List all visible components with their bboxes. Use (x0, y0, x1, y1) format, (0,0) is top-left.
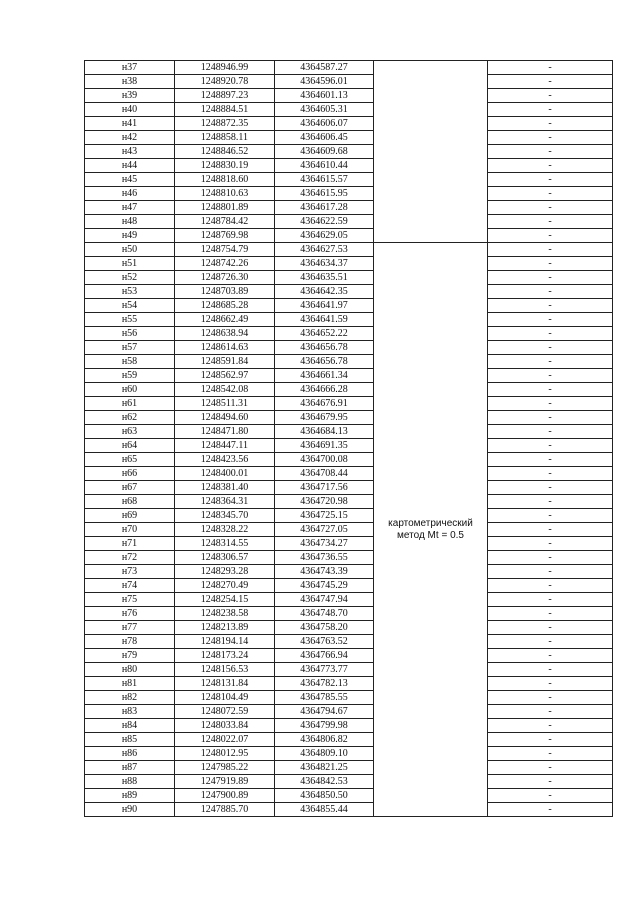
y-coordinate-cell: 4364748.70 (275, 607, 374, 621)
x-coordinate-cell: 1248381.40 (175, 481, 275, 495)
x-coordinate-cell: 1248254.15 (175, 593, 275, 607)
dash-cell: - (488, 761, 613, 775)
x-coordinate-cell: 1248364.31 (175, 495, 275, 509)
point-name-cell: н62 (85, 411, 175, 425)
dash-cell: - (488, 201, 613, 215)
table-row (85, 103, 613, 117)
y-coordinate-cell: 4364809.10 (275, 747, 374, 761)
y-coordinate-cell: 4364747.94 (275, 593, 374, 607)
table-row (85, 425, 613, 439)
y-coordinate-cell: 4364842.53 (275, 775, 374, 789)
point-name-cell: н89 (85, 789, 175, 803)
x-coordinate-cell: 1248754.79 (175, 243, 275, 257)
point-name-cell: н56 (85, 327, 175, 341)
table-row (85, 789, 613, 803)
y-coordinate-cell: 4364634.37 (275, 257, 374, 271)
table-row (85, 131, 613, 145)
point-name-cell: н64 (85, 439, 175, 453)
table-row (85, 495, 613, 509)
dash-cell: - (488, 257, 613, 271)
x-coordinate-cell: 1248022.07 (175, 733, 275, 747)
dash-cell: - (488, 663, 613, 677)
point-name-cell: н68 (85, 495, 175, 509)
y-coordinate-cell: 4364641.59 (275, 313, 374, 327)
dash-cell: - (488, 481, 613, 495)
y-coordinate-cell: 4364617.28 (275, 201, 374, 215)
y-coordinate-cell: 4364606.45 (275, 131, 374, 145)
dash-cell: - (488, 313, 613, 327)
dash-cell: - (488, 187, 613, 201)
table-row (85, 607, 613, 621)
point-name-cell: н88 (85, 775, 175, 789)
point-name-cell: н44 (85, 159, 175, 173)
y-coordinate-cell: 4364708.44 (275, 467, 374, 481)
dash-cell: - (488, 719, 613, 733)
point-name-cell: н81 (85, 677, 175, 691)
y-coordinate-cell: 4364676.91 (275, 397, 374, 411)
x-coordinate-cell: 1248173.24 (175, 649, 275, 663)
y-coordinate-cell: 4364799.98 (275, 719, 374, 733)
point-name-cell: н67 (85, 481, 175, 495)
table-row (85, 243, 613, 257)
dash-cell: - (488, 495, 613, 509)
table-row (85, 509, 613, 523)
table-row (85, 61, 613, 75)
point-name-cell: н80 (85, 663, 175, 677)
dash-cell: - (488, 509, 613, 523)
dash-cell: - (488, 565, 613, 579)
x-coordinate-cell: 1248726.30 (175, 271, 275, 285)
x-coordinate-cell: 1248591.84 (175, 355, 275, 369)
point-name-cell: н54 (85, 299, 175, 313)
point-name-cell: н87 (85, 761, 175, 775)
point-name-cell: н78 (85, 635, 175, 649)
y-coordinate-cell: 4364587.27 (275, 61, 374, 75)
point-name-cell: н38 (85, 75, 175, 89)
y-coordinate-cell: 4364736.55 (275, 551, 374, 565)
dash-cell: - (488, 285, 613, 299)
point-name-cell: н73 (85, 565, 175, 579)
dash-cell: - (488, 551, 613, 565)
y-coordinate-cell: 4364656.78 (275, 355, 374, 369)
x-coordinate-cell: 1248012.95 (175, 747, 275, 761)
table-row (85, 201, 613, 215)
x-coordinate-cell: 1247919.89 (175, 775, 275, 789)
dash-cell: - (488, 425, 613, 439)
y-coordinate-cell: 4364652.22 (275, 327, 374, 341)
table-row (85, 215, 613, 229)
y-coordinate-cell: 4364615.57 (275, 173, 374, 187)
y-coordinate-cell: 4364610.44 (275, 159, 374, 173)
point-name-cell: н52 (85, 271, 175, 285)
table-row (85, 271, 613, 285)
dash-cell: - (488, 635, 613, 649)
x-coordinate-cell: 1248872.35 (175, 117, 275, 131)
dash-cell: - (488, 439, 613, 453)
point-name-cell: н60 (85, 383, 175, 397)
y-coordinate-cell: 4364700.08 (275, 453, 374, 467)
table-row (85, 369, 613, 383)
y-coordinate-cell: 4364720.98 (275, 495, 374, 509)
table-row (85, 89, 613, 103)
table-row (85, 635, 613, 649)
x-coordinate-cell: 1248072.59 (175, 705, 275, 719)
x-coordinate-cell: 1248423.56 (175, 453, 275, 467)
point-name-cell: н43 (85, 145, 175, 159)
dash-cell: - (488, 733, 613, 747)
table-row (85, 677, 613, 691)
point-name-cell: н75 (85, 593, 175, 607)
dash-cell: - (488, 243, 613, 257)
point-name-cell: н82 (85, 691, 175, 705)
dash-cell: - (488, 523, 613, 537)
x-coordinate-cell: 1248614.63 (175, 341, 275, 355)
y-coordinate-cell: 4364656.78 (275, 341, 374, 355)
x-coordinate-cell: 1248156.53 (175, 663, 275, 677)
x-coordinate-cell: 1248270.49 (175, 579, 275, 593)
y-coordinate-cell: 4364821.25 (275, 761, 374, 775)
point-name-cell: н50 (85, 243, 175, 257)
x-coordinate-cell: 1247885.70 (175, 803, 275, 817)
method-label: картометрический метод Mt = 0.5 (388, 517, 473, 541)
point-name-cell: н79 (85, 649, 175, 663)
dash-cell: - (488, 621, 613, 635)
dash-cell: - (488, 89, 613, 103)
point-name-cell: н42 (85, 131, 175, 145)
y-coordinate-cell: 4364606.07 (275, 117, 374, 131)
point-name-cell: н85 (85, 733, 175, 747)
table-row (85, 705, 613, 719)
dash-cell: - (488, 593, 613, 607)
dash-cell: - (488, 341, 613, 355)
y-coordinate-cell: 4364629.05 (275, 229, 374, 243)
x-coordinate-cell: 1248897.23 (175, 89, 275, 103)
y-coordinate-cell: 4364635.51 (275, 271, 374, 285)
point-name-cell: н37 (85, 61, 175, 75)
y-coordinate-cell: 4364782.13 (275, 677, 374, 691)
x-coordinate-cell: 1248818.60 (175, 173, 275, 187)
y-coordinate-cell: 4364725.15 (275, 509, 374, 523)
dash-cell: - (488, 299, 613, 313)
x-coordinate-cell: 1248293.28 (175, 565, 275, 579)
table-row (85, 173, 613, 187)
x-coordinate-cell: 1248194.14 (175, 635, 275, 649)
x-coordinate-cell: 1248685.28 (175, 299, 275, 313)
dash-cell: - (488, 383, 613, 397)
y-coordinate-cell: 4364622.59 (275, 215, 374, 229)
table-row (85, 691, 613, 705)
point-name-cell: н51 (85, 257, 175, 271)
table-row (85, 467, 613, 481)
table-row (85, 229, 613, 243)
point-name-cell: н74 (85, 579, 175, 593)
x-coordinate-cell: 1248033.84 (175, 719, 275, 733)
table-row (85, 537, 613, 551)
point-name-cell: н53 (85, 285, 175, 299)
y-coordinate-cell: 4364691.35 (275, 439, 374, 453)
table-row (85, 75, 613, 89)
x-coordinate-cell: 1248703.89 (175, 285, 275, 299)
method-empty-cell (374, 61, 488, 243)
dash-cell: - (488, 103, 613, 117)
table-row (85, 579, 613, 593)
dash-cell: - (488, 61, 613, 75)
x-coordinate-cell: 1248884.51 (175, 103, 275, 117)
y-coordinate-cell: 4364609.68 (275, 145, 374, 159)
y-coordinate-cell: 4364745.29 (275, 579, 374, 593)
table-row (85, 733, 613, 747)
y-coordinate-cell: 4364794.67 (275, 705, 374, 719)
dash-cell: - (488, 355, 613, 369)
table-row (85, 341, 613, 355)
y-coordinate-cell: 4364679.95 (275, 411, 374, 425)
y-coordinate-cell: 4364641.97 (275, 299, 374, 313)
point-name-cell: н40 (85, 103, 175, 117)
x-coordinate-cell: 1248638.94 (175, 327, 275, 341)
point-name-cell: н61 (85, 397, 175, 411)
x-coordinate-cell: 1248830.19 (175, 159, 275, 173)
table-row (85, 397, 613, 411)
y-coordinate-cell: 4364806.82 (275, 733, 374, 747)
point-name-cell: н57 (85, 341, 175, 355)
table-row (85, 481, 613, 495)
table-row (85, 313, 613, 327)
dash-cell: - (488, 453, 613, 467)
x-coordinate-cell: 1248511.31 (175, 397, 275, 411)
point-name-cell: н55 (85, 313, 175, 327)
x-coordinate-cell: 1248542.08 (175, 383, 275, 397)
point-name-cell: н63 (85, 425, 175, 439)
dash-cell: - (488, 229, 613, 243)
point-name-cell: н49 (85, 229, 175, 243)
dash-cell: - (488, 537, 613, 551)
y-coordinate-cell: 4364763.52 (275, 635, 374, 649)
x-coordinate-cell: 1248400.01 (175, 467, 275, 481)
dash-cell: - (488, 579, 613, 593)
table-row (85, 747, 613, 761)
point-name-cell: н47 (85, 201, 175, 215)
table-row (85, 257, 613, 271)
point-name-cell: н59 (85, 369, 175, 383)
x-coordinate-cell: 1248742.26 (175, 257, 275, 271)
dash-cell: - (488, 691, 613, 705)
table-row (85, 649, 613, 663)
x-coordinate-cell: 1248213.89 (175, 621, 275, 635)
dash-cell: - (488, 411, 613, 425)
table-row (85, 593, 613, 607)
table-row (85, 439, 613, 453)
y-coordinate-cell: 4364615.95 (275, 187, 374, 201)
point-name-cell: н83 (85, 705, 175, 719)
table-row (85, 523, 613, 537)
table-row (85, 565, 613, 579)
x-coordinate-cell: 1248769.98 (175, 229, 275, 243)
dash-cell: - (488, 173, 613, 187)
table-row (85, 187, 613, 201)
dash-cell: - (488, 145, 613, 159)
dash-cell: - (488, 705, 613, 719)
point-name-cell: н86 (85, 747, 175, 761)
x-coordinate-cell: 1248345.70 (175, 509, 275, 523)
y-coordinate-cell: 4364642.35 (275, 285, 374, 299)
point-name-cell: н58 (85, 355, 175, 369)
dash-cell: - (488, 607, 613, 621)
y-coordinate-cell: 4364766.94 (275, 649, 374, 663)
dash-cell: - (488, 677, 613, 691)
table-row (85, 551, 613, 565)
y-coordinate-cell: 4364666.28 (275, 383, 374, 397)
x-coordinate-cell: 1248920.78 (175, 75, 275, 89)
point-name-cell: н76 (85, 607, 175, 621)
table-row (85, 775, 613, 789)
point-name-cell: н90 (85, 803, 175, 817)
dash-cell: - (488, 467, 613, 481)
y-coordinate-cell: 4364743.39 (275, 565, 374, 579)
table-row (85, 663, 613, 677)
x-coordinate-cell: 1248447.11 (175, 439, 275, 453)
table-row (85, 411, 613, 425)
x-coordinate-cell: 1248328.22 (175, 523, 275, 537)
method-description-cell (374, 243, 488, 817)
table-row (85, 719, 613, 733)
dash-cell: - (488, 131, 613, 145)
y-coordinate-cell: 4364627.53 (275, 243, 374, 257)
dash-cell: - (488, 789, 613, 803)
table-row (85, 761, 613, 775)
point-name-cell: н48 (85, 215, 175, 229)
point-name-cell: н77 (85, 621, 175, 635)
y-coordinate-cell: 4364601.13 (275, 89, 374, 103)
point-name-cell: н39 (85, 89, 175, 103)
table-row (85, 621, 613, 635)
table-row (85, 299, 613, 313)
y-coordinate-cell: 4364717.56 (275, 481, 374, 495)
y-coordinate-cell: 4364773.77 (275, 663, 374, 677)
table-row (85, 285, 613, 299)
table-row (85, 117, 613, 131)
y-coordinate-cell: 4364855.44 (275, 803, 374, 817)
x-coordinate-cell: 1248784.42 (175, 215, 275, 229)
y-coordinate-cell: 4364734.27 (275, 537, 374, 551)
y-coordinate-cell: 4364684.13 (275, 425, 374, 439)
y-coordinate-cell: 4364850.50 (275, 789, 374, 803)
point-name-cell: н46 (85, 187, 175, 201)
x-coordinate-cell: 1247985.22 (175, 761, 275, 775)
table-row (85, 327, 613, 341)
table-row (85, 145, 613, 159)
x-coordinate-cell: 1248306.57 (175, 551, 275, 565)
table-row (85, 803, 613, 817)
x-coordinate-cell: 1248471.80 (175, 425, 275, 439)
coordinates-table (84, 60, 613, 817)
x-coordinate-cell: 1247900.89 (175, 789, 275, 803)
point-name-cell: н41 (85, 117, 175, 131)
x-coordinate-cell: 1248946.99 (175, 61, 275, 75)
dash-cell: - (488, 117, 613, 131)
dash-cell: - (488, 369, 613, 383)
x-coordinate-cell: 1248858.11 (175, 131, 275, 145)
point-name-cell: н84 (85, 719, 175, 733)
dash-cell: - (488, 215, 613, 229)
x-coordinate-cell: 1248810.63 (175, 187, 275, 201)
x-coordinate-cell: 1248662.49 (175, 313, 275, 327)
x-coordinate-cell: 1248314.55 (175, 537, 275, 551)
x-coordinate-cell: 1248801.89 (175, 201, 275, 215)
y-coordinate-cell: 4364758.20 (275, 621, 374, 635)
y-coordinate-cell: 4364661.34 (275, 369, 374, 383)
y-coordinate-cell: 4364727.05 (275, 523, 374, 537)
y-coordinate-cell: 4364785.55 (275, 691, 374, 705)
coordinates-table-body (85, 61, 613, 817)
point-name-cell: н65 (85, 453, 175, 467)
dash-cell: - (488, 397, 613, 411)
x-coordinate-cell: 1248131.84 (175, 677, 275, 691)
point-name-cell: н45 (85, 173, 175, 187)
dash-cell: - (488, 159, 613, 173)
y-coordinate-cell: 4364605.31 (275, 103, 374, 117)
x-coordinate-cell: 1248846.52 (175, 145, 275, 159)
table-row (85, 355, 613, 369)
x-coordinate-cell: 1248494.60 (175, 411, 275, 425)
x-coordinate-cell: 1248562.97 (175, 369, 275, 383)
point-name-cell: н70 (85, 523, 175, 537)
point-name-cell: н71 (85, 537, 175, 551)
point-name-cell: н69 (85, 509, 175, 523)
table-row (85, 453, 613, 467)
y-coordinate-cell: 4364596.01 (275, 75, 374, 89)
dash-cell: - (488, 75, 613, 89)
dash-cell: - (488, 775, 613, 789)
point-name-cell: н72 (85, 551, 175, 565)
x-coordinate-cell: 1248104.49 (175, 691, 275, 705)
dash-cell: - (488, 649, 613, 663)
dash-cell: - (488, 747, 613, 761)
x-coordinate-cell: 1248238.58 (175, 607, 275, 621)
dash-cell: - (488, 271, 613, 285)
dash-cell: - (488, 327, 613, 341)
table-row (85, 159, 613, 173)
table-row (85, 383, 613, 397)
point-name-cell: н66 (85, 467, 175, 481)
dash-cell: - (488, 803, 613, 817)
